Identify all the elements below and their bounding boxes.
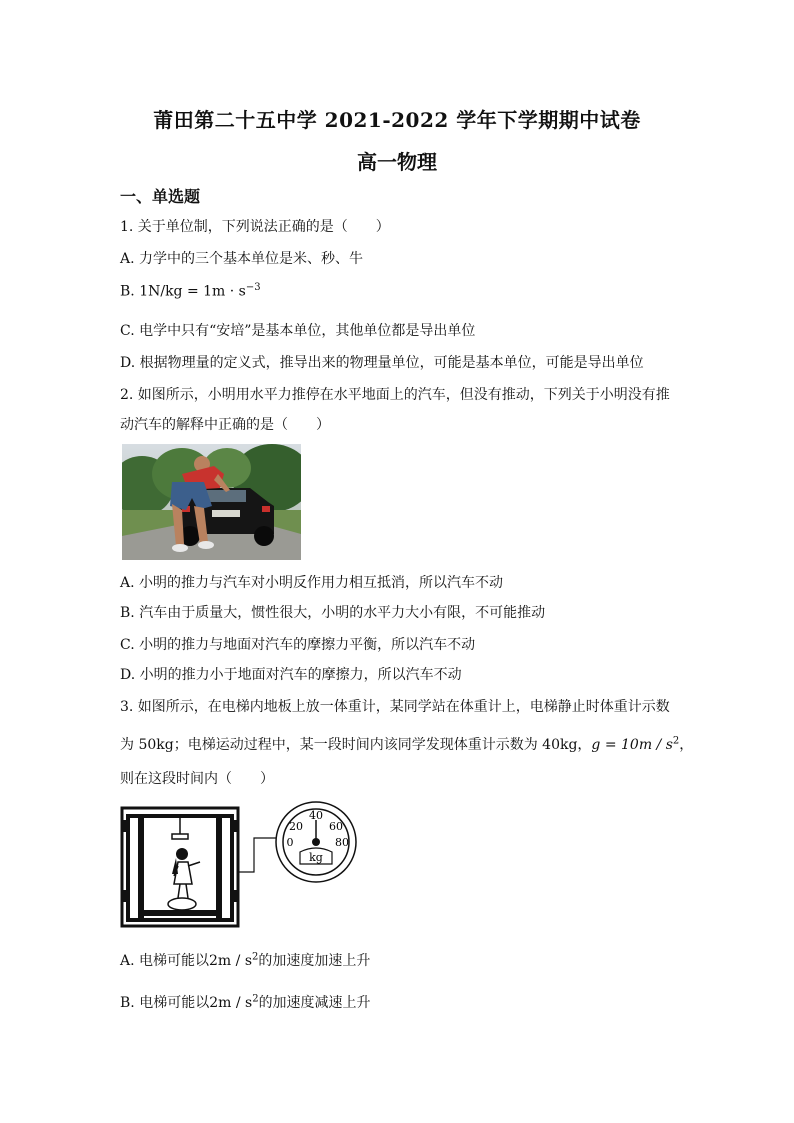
- q3-option-b-prefix: B. 电梯可能以: [120, 995, 210, 1011]
- q3-option-a-prefix: A. 电梯可能以: [120, 953, 210, 969]
- q3-stem-line2-text: 为 50kg；电梯运动过程中，某一段时间内该同学发现体重计示数为 40kg，: [120, 737, 592, 753]
- q1-option-b: [120, 282, 261, 300]
- q3-option-a-suffix: 的加速度加速上升: [258, 953, 371, 969]
- q3-option-a-exponent: 2: [252, 951, 259, 963]
- q1-option-b-formula: 1N/kg = 1m · s: [139, 283, 246, 300]
- q3-stem-line2-end: ，: [679, 737, 694, 753]
- dial-label-20: 20: [289, 820, 303, 833]
- dial-label-60: 60: [329, 820, 343, 833]
- elevator-diagram-svg: [120, 800, 360, 930]
- q3-stem-line2: [120, 734, 693, 754]
- q3-option-a: [120, 950, 370, 970]
- q2-option-b: B. 汽车由于质量大，惯性很大，小明的水平力大小有限，不可能推动: [120, 605, 546, 621]
- dial-unit: kg: [309, 851, 323, 864]
- car-push-illustration: [122, 444, 301, 560]
- q3-option-b-formula: 2m / s: [209, 995, 253, 1011]
- dial-label-80: 80: [335, 836, 349, 849]
- dial-label-0: 0: [286, 836, 294, 849]
- q3-stem-line1: 3. 如图所示，在电梯内地板上放一体重计，某同学站在体重计上，电梯静止时体重计示数: [120, 699, 670, 715]
- q1-option-b-label: B.: [120, 283, 140, 300]
- q1-option-a: A. 力学中的三个基本单位是米、秒、牛: [120, 251, 364, 267]
- q1-option-b-exponent: −3: [245, 282, 261, 293]
- q2-stem-line1: 2. 如图所示，小明用水平力推停在水平地面上的汽车，但没有推动，下列关于小明没有推: [120, 387, 670, 403]
- q3-option-b: [120, 992, 371, 1012]
- elevator-scale-diagram: [120, 800, 360, 930]
- q2-option-c: C. 小明的推力与地面对汽车的摩擦力平衡，所以汽车不动: [120, 637, 476, 653]
- q2-stem-line2: 动汽车的解释中正确的是（ ）: [120, 417, 330, 433]
- q2-option-a: A. 小明的推力与汽车对小明反作用力相互抵消，所以汽车不动: [120, 575, 504, 591]
- page-title: 莆田第二十五中学 2021-2022 学年下学期期中试卷: [153, 108, 641, 132]
- q1-option-c: C. 电学中只有“安培”是基本单位，其他单位都是导出单位: [120, 323, 476, 339]
- q2-option-d: D. 小明的推力小于地面对汽车的摩擦力，所以汽车不动: [120, 667, 462, 683]
- q1-option-d: D. 根据物理量的定义式，推导出来的物理量单位，可能是基本单位，可能是导出单位: [120, 355, 644, 371]
- dial-label-40: 40: [309, 809, 323, 822]
- q3-stem-line3: 则在这段时间内（ ）: [120, 771, 274, 787]
- q3-option-b-suffix: 的加速度减速上升: [258, 995, 371, 1011]
- q3-option-b-exponent: 2: [252, 993, 259, 1005]
- q3-option-a-formula: 2m / s: [209, 953, 252, 969]
- page-subtitle: 高一物理: [357, 150, 437, 174]
- q3-gravity-formula: g = 10m / s: [591, 737, 673, 753]
- q1-stem: 1. 关于单位制，下列说法正确的是（ ）: [120, 219, 390, 235]
- car-push-photo: [122, 444, 301, 560]
- section-heading: 一、单选题: [120, 187, 201, 206]
- q3-gravity-exponent: 2: [672, 735, 680, 747]
